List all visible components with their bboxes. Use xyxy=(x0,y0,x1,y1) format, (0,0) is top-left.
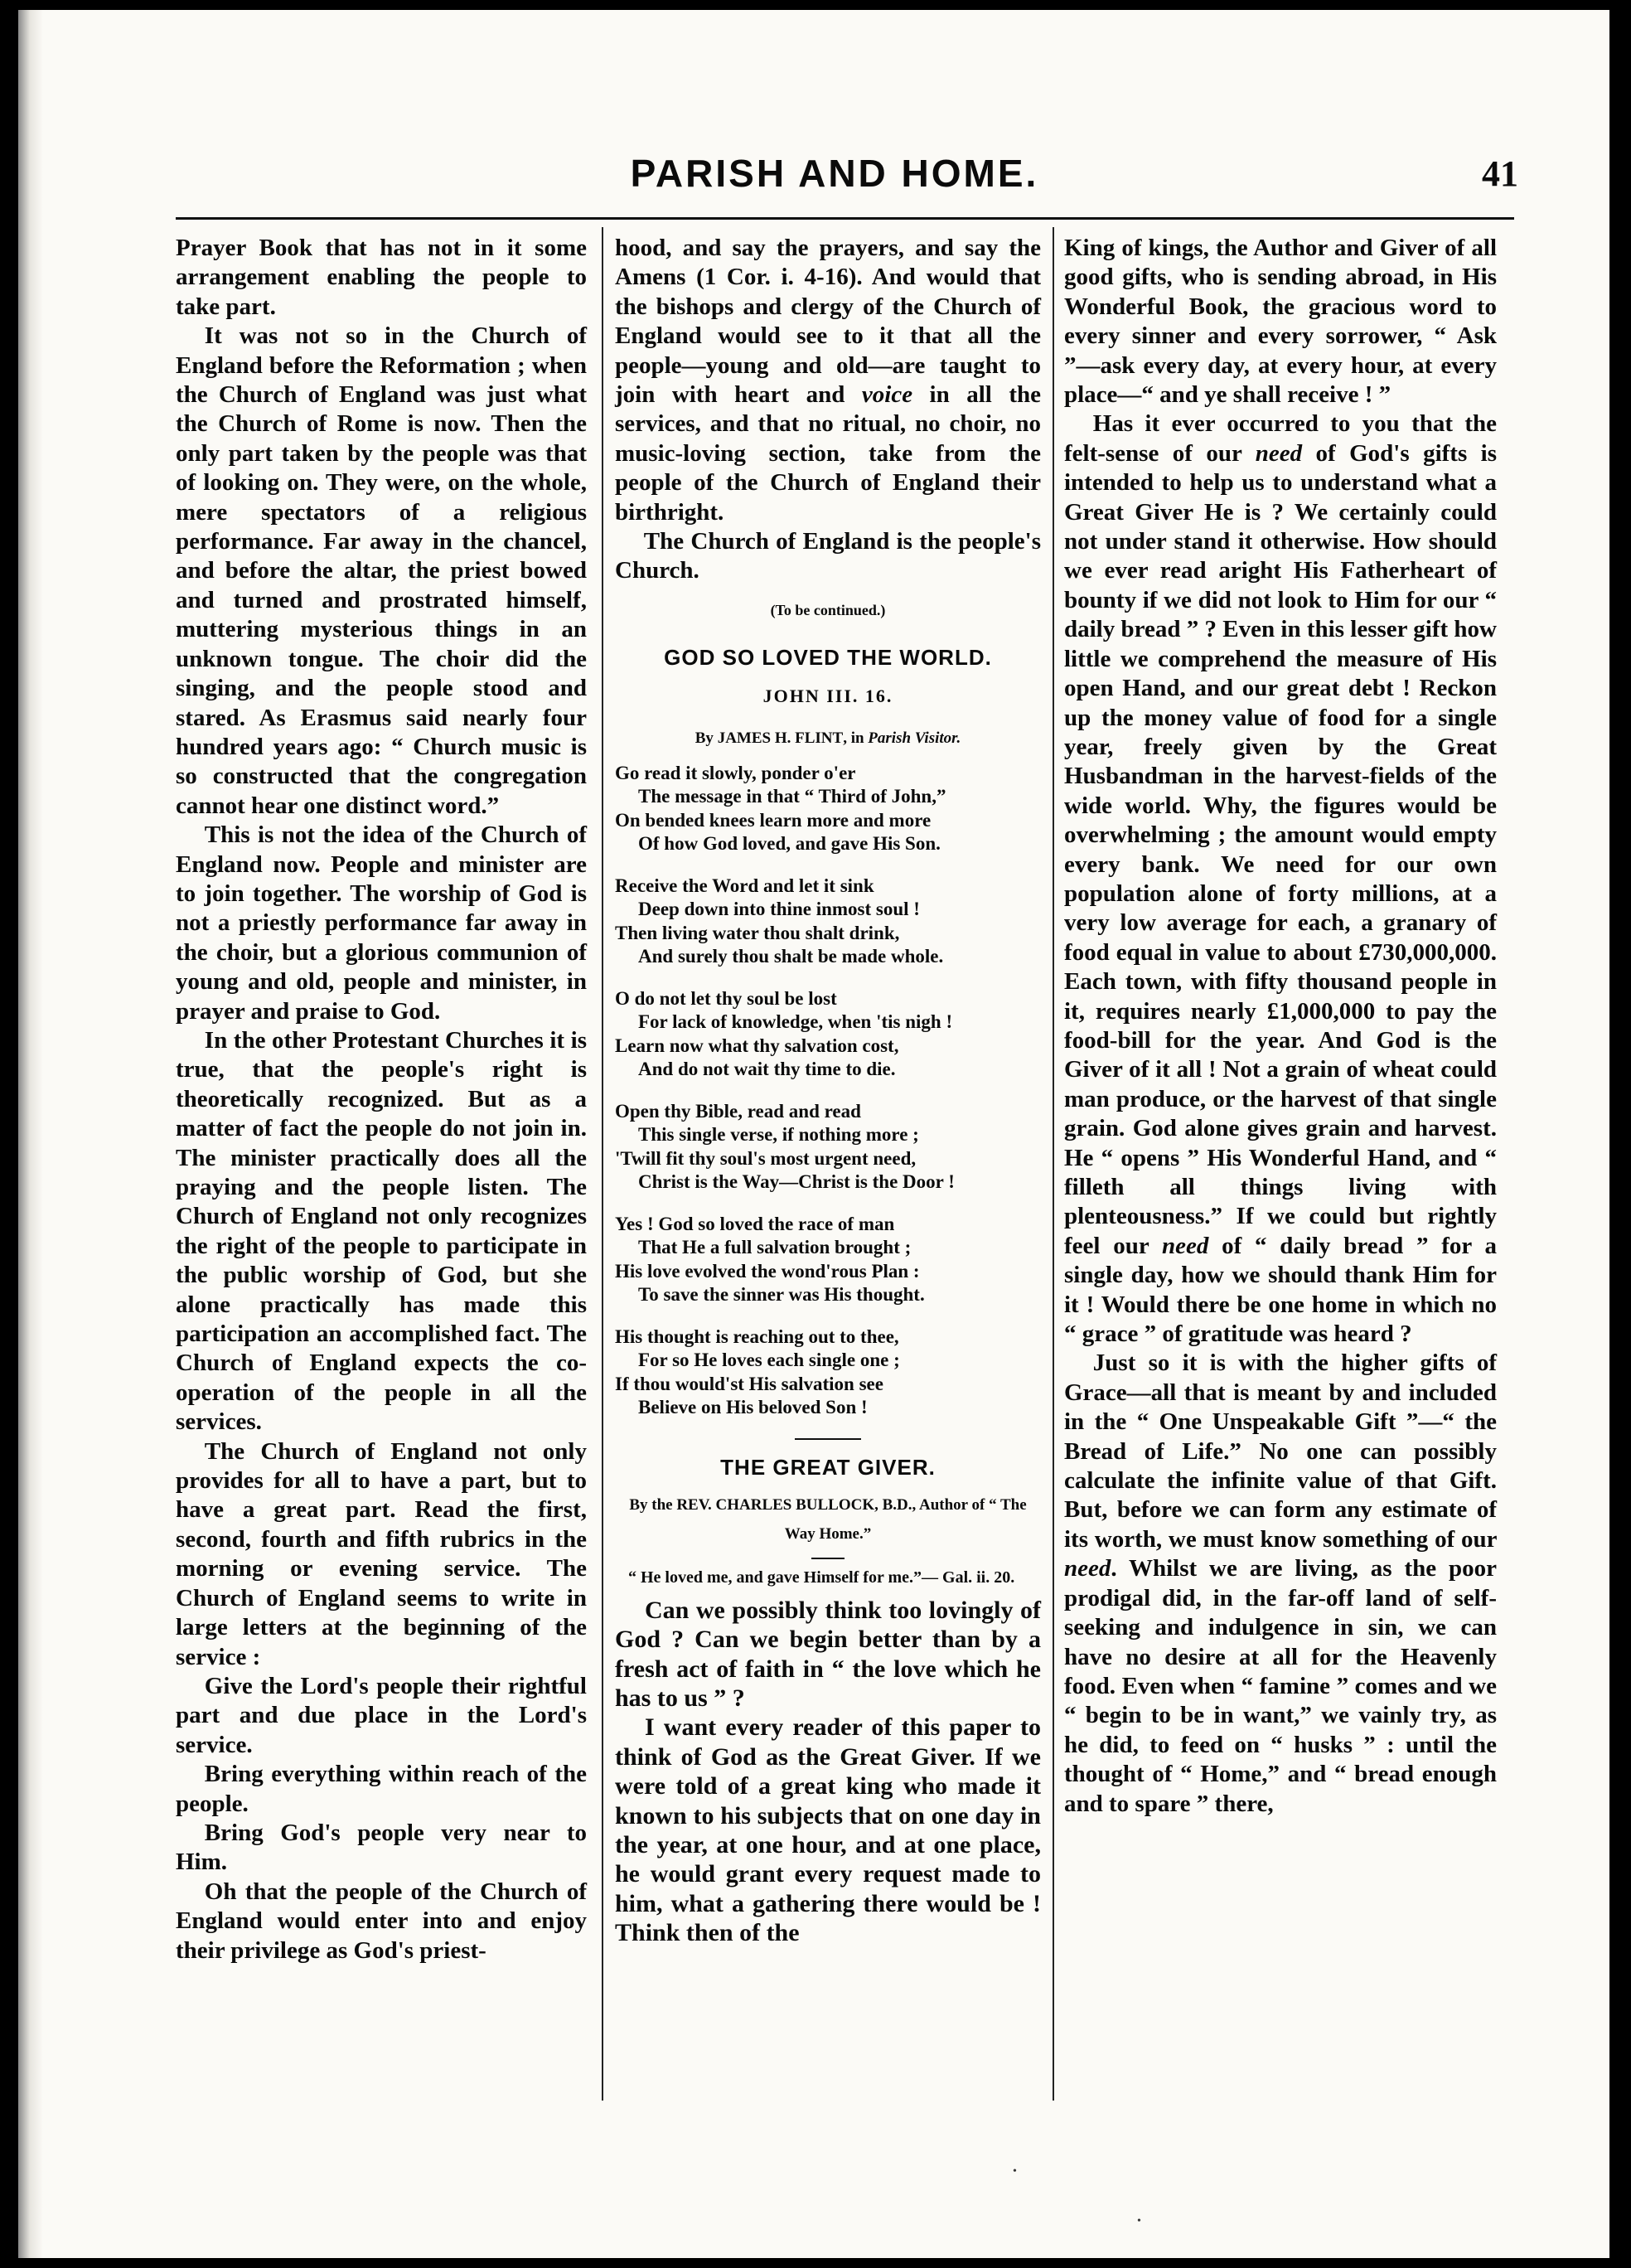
paragraph: The Church of England is the people's Church. xyxy=(615,528,1041,584)
text-span: hood, and say the prayers, and say the Amens (1 Cor. i. 4-16). And would that the bishops and clergy of the Church of England would see to it that all the people—young and old—are taught to join with heart and xyxy=(615,235,1041,409)
poem-stanza xyxy=(615,1213,1041,1307)
poem-author: JAMES H. FLINT xyxy=(717,729,844,748)
poem-line: Then living water thou shalt drink, xyxy=(615,922,900,943)
text-span: . Whilst we are living, as the poor prodigal did, in the far-off land of self-seeking and indulgence in sin, we can have no desire at all for the Heavenly food. Even when “ famine ” comes and we “ begin to be in want,” we vainly try, as he did, to feed on “ husks ” : until the thought of “ Home,” and “ bread enough and to spare ” there, xyxy=(1064,1555,1497,1817)
poem-stanza xyxy=(615,1100,1041,1195)
text-span: Has it ever occurred to you that the felt-sense of our xyxy=(1064,410,1497,467)
poem-line: To save the sinner was His thought. xyxy=(638,1284,925,1305)
text-span: of God's gifts is intended to help us to understand what a Great Giver He is ? We certainly could not under stand it otherwise. How should we ever read aright His Fatherheart of bounty if we did not look to Him for our “ daily bread ” ? Even in this lesser gift how little we comprehend the measure of His open Hand, and our great debt ! Reckon up the money value of food for a single year, freely given by the Great Husbandman in the harvest-fields of the wide world. Why, the figures would be overwhelming ; the amount would empty every bank. We need for our own population alone of forty millions, at a very low average for each, a granary of food equal in value to about £730,000,000. Each town, with fifty thousand people in it, requires nearly £1,000,000 to pay the food-bill for the year. And God is the Giver of it all ! Not a grain of wheat could man produce, or the harvest of that single grain. God alone gives grain and harvest. He “ opens ” His Wonderful Hand, and “ filleth all things living with plenteousness.” If we could but rightly feel our xyxy=(1064,439,1497,1259)
paragraph: I want every reader of this paper to think of God as the Great Giver. If we were told of a great king who made it known to his subjects that on one day in the year, at one hour, and at one place, he would grant every request made to him, what a gathering there would be ! Think then of the xyxy=(615,1713,1041,1947)
italic-word: voice xyxy=(861,381,913,409)
paragraph: King of kings, the Author and Giver of all good gifts, who is sending abroad, in His Wonderful Book, the gracious word to every sinner and every sorrower, “ Ask ”—ask every day, at every hour, at every place—“ and ye shall receive ! ” xyxy=(1064,235,1497,409)
poem-line: That He a full salvation brought ; xyxy=(638,1237,912,1258)
page-edge-shadow xyxy=(18,10,51,2258)
italic-word: need xyxy=(1161,1232,1209,1259)
article-title: THE GREAT GIVER. xyxy=(720,1454,936,1480)
poem-source: Parish Visitor. xyxy=(868,729,961,748)
text-span: of “ daily bread ” for a single day, how we should thank Him for it ! Would there be one home in which no “ grace ” of gratitude was heard ? xyxy=(1064,1232,1497,1348)
paragraph: Bring God's people very near to Him. xyxy=(176,1819,587,1876)
poem-line: Receive the Word and let it sink xyxy=(615,875,874,896)
header-rule xyxy=(176,217,1514,220)
poem-line: His love evolved the wond'rous Plan : xyxy=(615,1260,920,1282)
poem-line: Christ is the Way—Christ is the Door ! xyxy=(638,1171,955,1192)
paragraph xyxy=(1064,1349,1497,1819)
poem-line: For lack of knowledge, when 'tis nigh ! xyxy=(638,1011,953,1032)
print-speck: • xyxy=(1137,2215,1141,2227)
byline-suffix: , B.D., Author of “ The Way Home.” xyxy=(784,1495,1027,1544)
epigraph: “ He loved me, and gave Himself for me.”— Gal. ii. 20. xyxy=(628,1568,1015,1587)
text-span: Just so it is with the higher gifts of Grace—all that is meant by and included in the “ One Unspeakable Gift ”—“ the Bread of Life.” No one can possibly calculate the infinite value of that Gift. But, before we can form any estimate of its worth, we must know something of our xyxy=(1064,1350,1497,1553)
paragraph: It was not so in the Church of England before the Reformation ; when the Church of England was just what the Church of Rome is now. Then the only part taken by the people was that of looking on. They were, on the whole, mere spectators of a religious performance. Far away in the chancel, and before the altar, the priest bowed and turned and prostrated himself, muttering mysterious things in an unknown tongue. The choir did the singing, and the people stood and stared. As Erasmus said nearly four hundred years ago: “ Church music is so constructed that the congregation cannot hear one distinct word.” xyxy=(176,322,587,819)
poem-byline xyxy=(615,724,1041,753)
page-number: 41 xyxy=(1482,153,1518,194)
paragraph: Prayer Book that has not in it some arrangement enabling the people to take part. xyxy=(176,235,587,320)
poem-line: Deep down into thine inmost soul ! xyxy=(638,899,920,919)
italic-word: need xyxy=(1255,439,1303,467)
poem-reference: JOHN III. 16. xyxy=(762,685,893,706)
column-rule-right xyxy=(1053,227,1054,2101)
byline-prefix: By the REV. xyxy=(629,1495,716,1514)
page-title: PARISH AND HOME. xyxy=(630,152,1039,195)
article-author: CHARLES BULLOCK xyxy=(715,1495,875,1514)
byline-divider xyxy=(811,1558,845,1559)
poem-line: This single verse, if nothing more ; xyxy=(638,1124,919,1145)
section-divider xyxy=(795,1438,861,1440)
poem-line: 'Twill fit thy soul's most urgent need, xyxy=(615,1147,917,1169)
poem-stanza xyxy=(615,987,1041,1082)
byline-middle: , in xyxy=(843,729,869,748)
poem-line: If thou would'st His salvation see xyxy=(615,1373,883,1394)
poem-line: The message in that “ Third of John,” xyxy=(638,786,946,807)
paragraph: Can we possibly think too lovingly of God ? Can we begin better than by a fresh act of faith in “ the love which he has to us ” ? xyxy=(615,1596,1041,1712)
poem-line: Learn now what thy salvation cost, xyxy=(615,1035,899,1056)
print-speck: • xyxy=(1013,2165,1017,2178)
italic-word: need xyxy=(1064,1555,1111,1582)
paragraph xyxy=(1064,410,1497,1349)
paragraph: Bring everything within reach of the people. xyxy=(176,1761,587,1817)
paragraph: Oh that the people of the Church of England would enter into and enjoy their privilege as God's priest- xyxy=(176,1878,587,1964)
paragraph: The Church of England not only provides for all to have a part, but to have a great part. Read the first, second, fourth and fifth rubrics in the morning or evening service. The Church of England seems to write in large letters at the beginning of the service : xyxy=(176,1437,587,1670)
poem-line: Yes ! God so loved the race of man xyxy=(615,1213,895,1234)
poem-line: And do not wait thy time to die. xyxy=(638,1059,896,1079)
poem-line: Of how God loved, and gave His Son. xyxy=(638,833,941,854)
poem-stanza xyxy=(615,1325,1041,1420)
left-column xyxy=(176,234,587,1965)
text-span: in all the services, and that no ritual, no choir, no music-loving section, take from the people of the Church of England their birthright. xyxy=(615,381,1041,526)
poem-title: GOD SO LOVED THE WORLD. xyxy=(664,645,992,671)
poem-line: Open thy Bible, read and read xyxy=(615,1100,861,1122)
page-header xyxy=(151,146,1518,212)
poem-line: O do not let thy soul be lost xyxy=(615,987,837,1009)
poem-stanza xyxy=(615,875,1041,969)
right-column xyxy=(1064,234,1497,1819)
paragraph: Give the Lord's people their rightful part and due place in the Lord's service. xyxy=(176,1672,587,1758)
poem-stanzas xyxy=(615,762,1041,1420)
poem-line: Go read it slowly, ponder o'er xyxy=(615,762,856,783)
poem-line: On bended knees learn more and more xyxy=(615,809,932,831)
byline-prefix: By xyxy=(695,729,718,748)
column-rule-left xyxy=(602,227,603,2101)
article-byline xyxy=(615,1490,1041,1549)
poem-line: And surely thou shalt be made whole. xyxy=(638,946,944,967)
continued-note: (To be continued.) xyxy=(770,601,886,618)
poem-line: For so He loves each single one ; xyxy=(638,1350,900,1370)
page xyxy=(18,10,1609,2258)
paragraph xyxy=(615,234,1041,527)
poem-line: Believe on His beloved Son ! xyxy=(638,1397,868,1418)
middle-column xyxy=(615,234,1041,1948)
paragraph: This is not the idea of the Church of England now. People and minister are to join together. The worship of God is not a priestly performance far away in the choir, but a glorious communion of young and old, people and minister, in prayer and praise to God. xyxy=(176,821,587,1025)
paragraph: In the other Protestant Churches it is true, that the people's right is theoretically recognized. But as a matter of fact the people do not join in. The minister practically does all the praying and the people listen. The Church of England not only recognizes the right of the people to participate in the public worship of God, but she alone practically has made this participation an accomplished fact. The Church of England expects the co-operation of the people in all the services. xyxy=(176,1026,587,1436)
poem-line: His thought is reaching out to thee, xyxy=(615,1325,899,1347)
poem-stanza xyxy=(615,762,1041,856)
